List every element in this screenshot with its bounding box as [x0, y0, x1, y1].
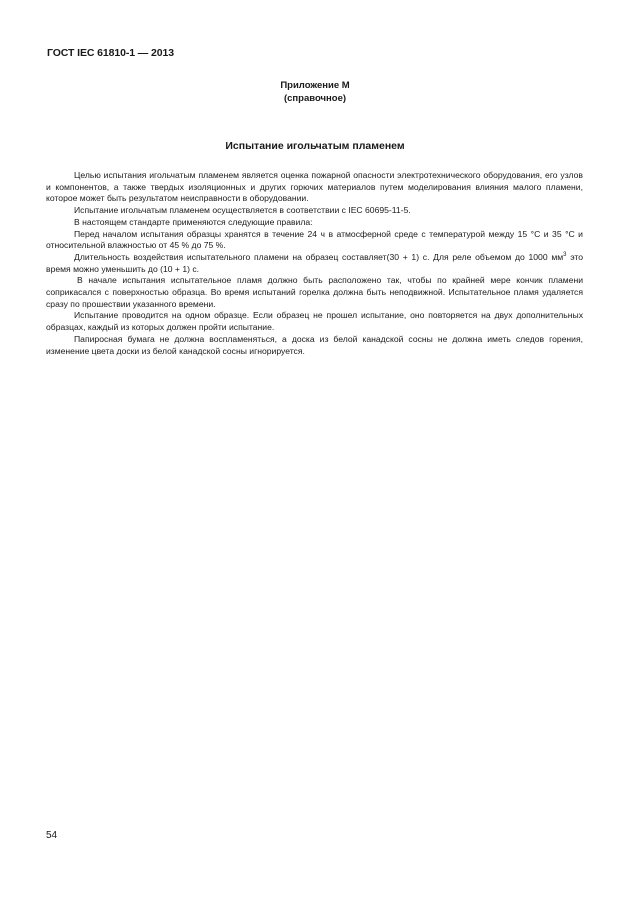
cubic-superscript: 3 [563, 252, 567, 259]
paragraph-purpose: Целью испытания игольчатым пламенем является оценка пожарной опасности электротехнического оборудования, его узлов и компонентов, а также твердых изоляционных и других горючих материалов путем моделирования влияния малого пламени, которое может быть результатом неисправности в оборудовании. [46, 170, 583, 204]
appendix-subtitle: (справочное) [283, 92, 347, 104]
paragraph-sample-count: Испытание проводится на одном образце. Если образец не прошел испытание, оно повторяется на двух дополнительных образцах, каждый из которых должен пройти испытание. [46, 310, 583, 333]
paragraph-standard-reference: Испытание игольчатым пламенем осуществляется в соответствии с IEC 60695-11-5. [74, 205, 411, 216]
document-code-header: ГОСТ IEC 61810-1 — 2013 [47, 47, 174, 59]
appendix-title: Приложение М [280, 80, 350, 91]
appendix-heading [0, 80, 630, 105]
body-text [46, 170, 583, 357]
flame-duration-text: Длительность воздействия испытательного пламени на образец составляет(30 + 1) с. Для реле объемом до 1000 мм [74, 251, 564, 262]
paragraph-flame-position: В начале испытания испытательное пламя должно быть расположено так, чтобы по крайней мере кончик пламени соприкасался с поверхностью образца. Во время испытаний горелка должна быть неподвижной. Испытательное пламя удаляется сразу по прошествии указанного времени. [46, 275, 583, 309]
flame-duration-text-end: это время можно уменьшить до (10 + 1) с. [46, 251, 584, 274]
paragraph-conditioning: Перед началом испытания образцы хранятся в течение 24 ч в атмосферной среде с температурой между 15 °С и 35 °С и относительной влажностью от 45 % до 75 %. [46, 228, 583, 251]
paragraph-evaluation: Папиросная бумага не должна воспламеняться, а доска из белой канадской сосны не должна иметь следов горения, изменение цвета доски из белой канадской сосны игнорируется. [46, 333, 583, 356]
paragraph-flame-duration [46, 252, 583, 275]
page-number: 54 [46, 830, 58, 841]
paragraph-rules-intro: В настоящем стандарте применяются следующие правила: [74, 216, 313, 227]
section-title: Испытание игольчатым пламенем [225, 140, 405, 152]
